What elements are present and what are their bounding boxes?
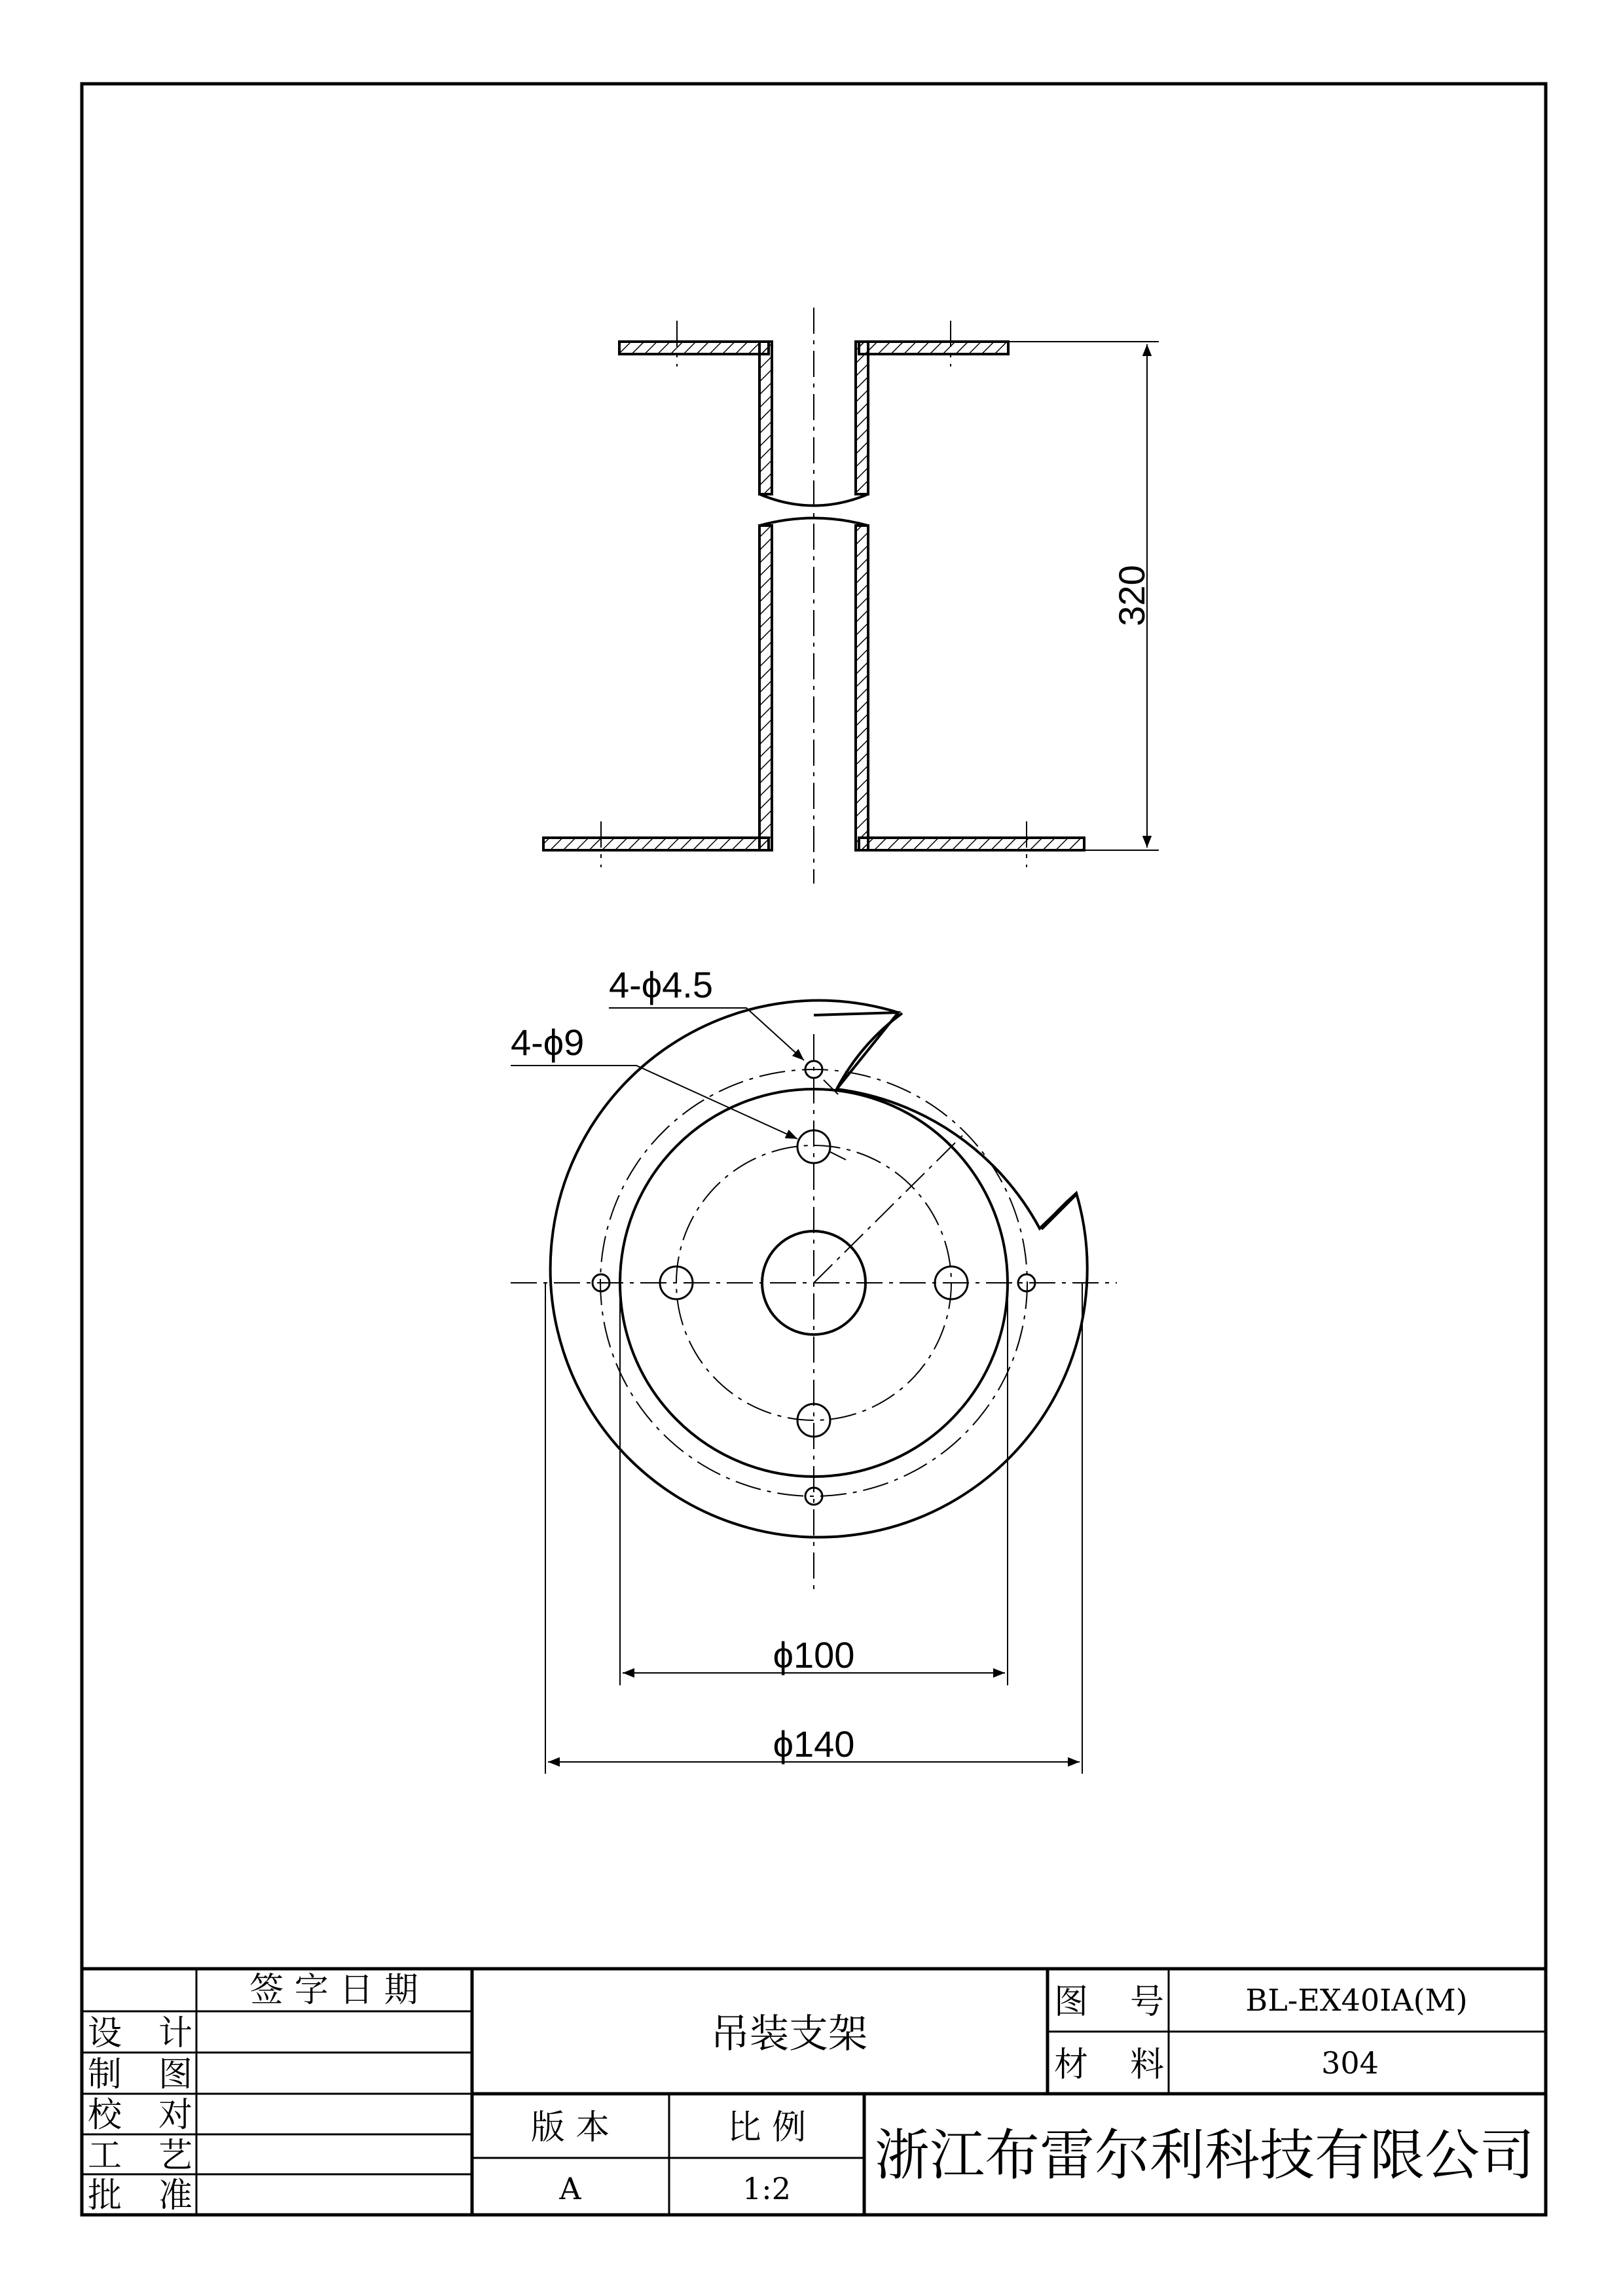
cut-lines xyxy=(814,1013,1077,1229)
bottom-flange-right xyxy=(859,838,1084,850)
tube-wall-right-upper xyxy=(856,342,868,494)
row-label-draw-a: 制 xyxy=(87,2055,122,2094)
top-flange-left xyxy=(619,342,769,354)
bottom-flange-left xyxy=(543,838,769,850)
top-flange-right xyxy=(859,342,1008,354)
part-name: 吊装支架 xyxy=(710,2011,867,2057)
signature-header: 签 字 日 期 xyxy=(249,1971,418,2010)
plan-centerlines xyxy=(511,1034,1117,1590)
tube-wall-left-lower xyxy=(759,526,772,850)
material-label-a: 材 xyxy=(1053,2045,1089,2085)
row-label-check-b: 对 xyxy=(158,2096,193,2135)
version-value: A xyxy=(559,2171,581,2206)
inner-diameter-text: ϕ100 xyxy=(773,1634,855,1676)
large-holes-label: 4-ϕ9 xyxy=(511,1022,585,1063)
outer-diameter-text: ϕ140 xyxy=(773,1723,855,1765)
tube-wall-right-lower xyxy=(856,526,868,850)
row-label-check-a: 校 xyxy=(87,2096,122,2135)
section-centerlines xyxy=(601,308,1027,884)
row-label-draw-b: 图 xyxy=(158,2055,193,2094)
height-dim-text: 320 xyxy=(1111,565,1152,626)
material-value: 304 xyxy=(1321,2045,1379,2081)
drawing-no-value: BL-EX40IA(M) xyxy=(1245,1982,1468,2018)
row-label-approve-a: 批 xyxy=(87,2176,122,2215)
row-label-process-b: 艺 xyxy=(158,2136,193,2176)
version-label: 版 本 xyxy=(530,2108,610,2147)
row-label-process-a: 工 xyxy=(87,2136,122,2176)
scale-label: 比 例 xyxy=(727,2108,807,2147)
small-holes-label: 4-ϕ4.5 xyxy=(609,964,714,1005)
company-name: 浙江布雷尔利科技有限公司 xyxy=(874,2123,1535,2187)
row-label-design-b: 计 xyxy=(158,2014,193,2053)
drawing-no-label-a: 图 xyxy=(1053,1982,1089,2022)
drawing-no-label-b: 号 xyxy=(1129,1982,1165,2022)
scale-value: 1:2 xyxy=(742,2171,792,2206)
row-label-approve-b: 准 xyxy=(158,2176,193,2215)
material-label-b: 料 xyxy=(1129,2045,1165,2085)
tube-wall-left-upper xyxy=(759,342,772,494)
row-label-design-a: 设 xyxy=(87,2014,122,2053)
plan-view xyxy=(551,1001,1087,1537)
